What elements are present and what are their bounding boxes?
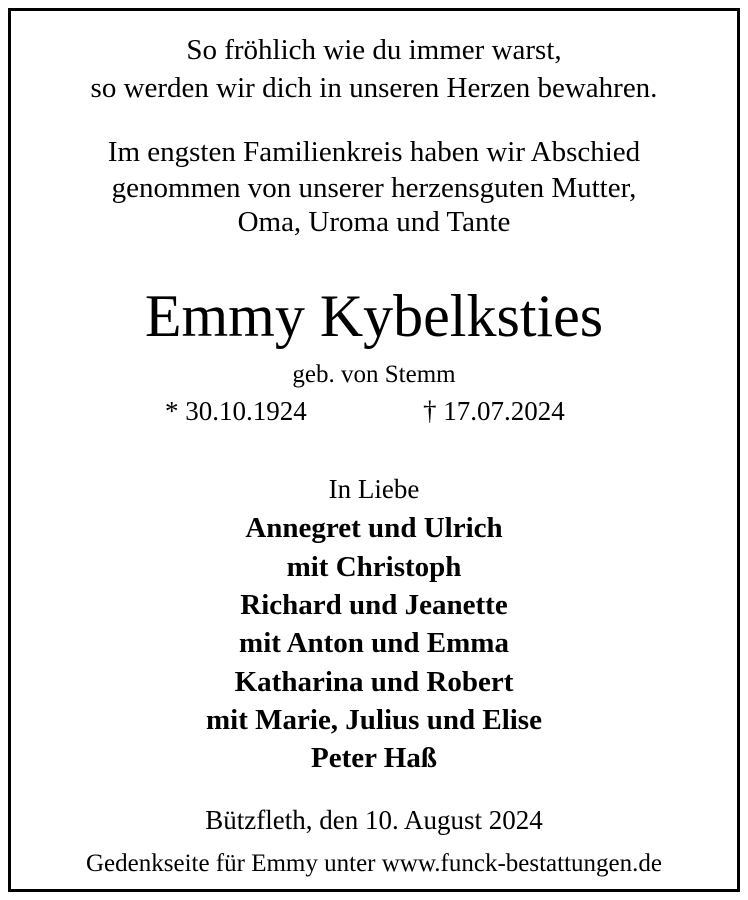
- motto-line-1: So fröhlich wie du immer warst,: [186, 34, 562, 66]
- intro-line-1: Im engsten Familienkreis haben wir Abschied: [107, 136, 641, 168]
- mourner-line-2: mit Christoph: [286, 551, 462, 583]
- memorial-page-note: Gedenkseite für Emmy unter www.funck-bestattungen.de: [86, 850, 662, 877]
- deceased-name: Emmy Kybelksties: [144, 283, 604, 349]
- motto-line-2: so werden wir dich in unseren Herzen bewahren.: [90, 72, 658, 104]
- death-date: † 17.07.2024: [423, 396, 565, 426]
- mourner-line-7: Peter Haß: [311, 742, 437, 774]
- mourner-line-1: Annegret und Ulrich: [245, 512, 503, 544]
- place-and-date: Bützfleth, den 10. August 2024: [205, 805, 543, 835]
- mourner-line-6: mit Marie, Julius und Elise: [206, 704, 542, 736]
- intro-line-2: genommen von unserer herzensguten Mutter,: [111, 172, 637, 204]
- mourner-line-4: mit Anton und Emma: [239, 627, 509, 659]
- intro-line-3: Oma, Uroma und Tante: [237, 206, 511, 238]
- mourner-line-3: Richard und Jeanette: [240, 589, 508, 621]
- birth-date: * 30.10.1924: [165, 396, 307, 426]
- in-love-label: In Liebe: [328, 474, 420, 504]
- mourner-line-5: Katharina und Robert: [234, 666, 514, 698]
- maiden-name: geb. von Stemm: [292, 361, 456, 388]
